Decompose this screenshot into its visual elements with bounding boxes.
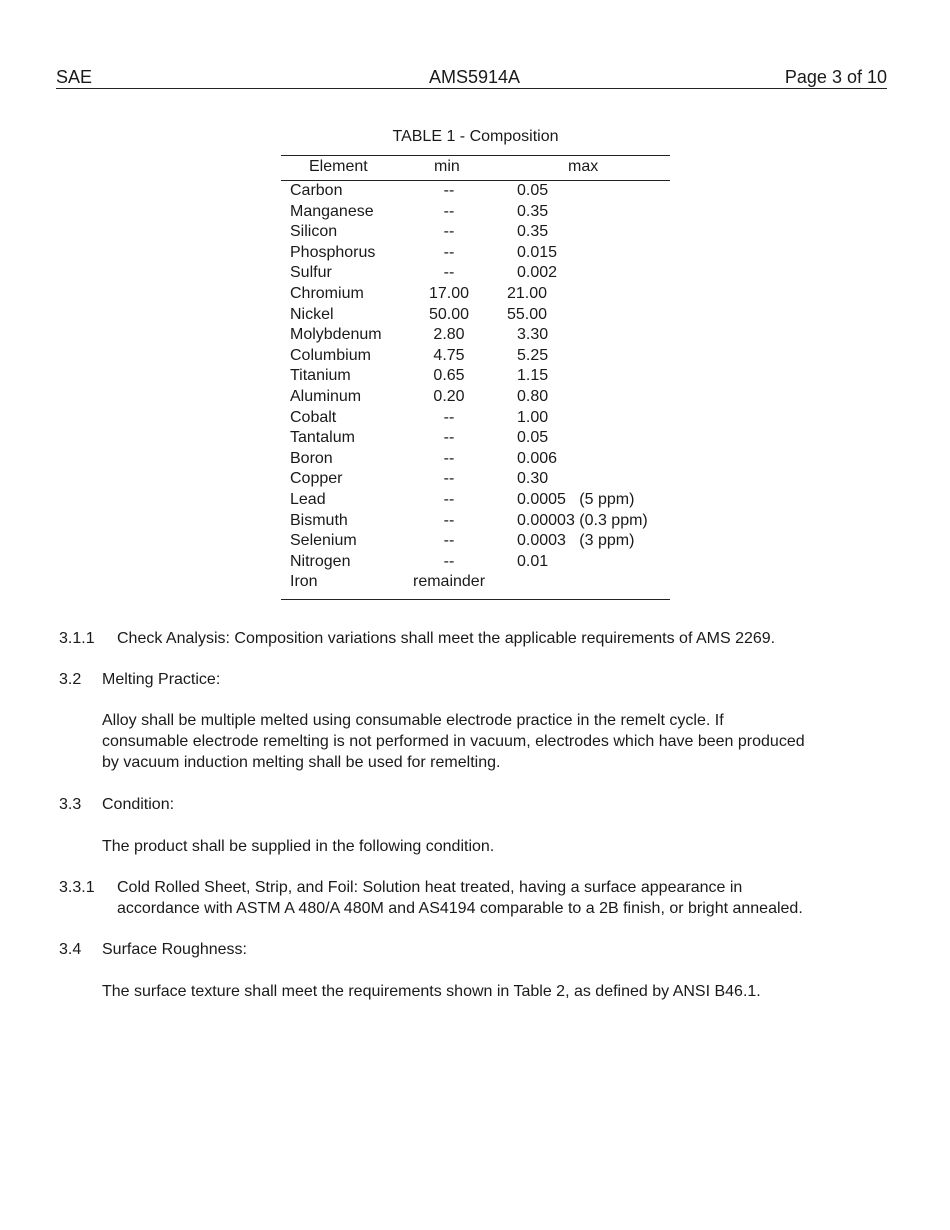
cell-max: 21.00 (507, 284, 548, 302)
cell-max: 3.30 (517, 326, 549, 344)
column-header-min: min (434, 158, 460, 175)
cell-max: 0.002 (517, 264, 558, 282)
page-header (56, 66, 887, 89)
section-3-2-title: Melting Practice: (102, 671, 221, 688)
cell-min: 50.00 (428, 305, 470, 323)
cell-element: Bismuth (290, 511, 348, 529)
cell-element: Iron (290, 573, 318, 591)
table-row (281, 263, 670, 284)
cell-max: 0.35 (517, 223, 549, 241)
cell-min: -- (443, 408, 455, 426)
cell-element: Cobalt (290, 408, 337, 426)
section-3-2-body-line: by vacuum induction melting shall be used for remelting. (102, 754, 501, 771)
section-3-3-1-number: 3.3.1 (59, 879, 95, 896)
column-header-max: max (568, 158, 599, 175)
cell-min: 0.20 (433, 387, 465, 405)
header-document-number: AMS5914A (429, 67, 521, 87)
table-row (281, 243, 670, 264)
table-row (281, 531, 670, 552)
table-row (281, 428, 670, 449)
cell-min: -- (443, 532, 455, 550)
table-row (281, 408, 670, 429)
table-row (281, 511, 670, 532)
section-3-2-body-line: Alloy shall be multiple melted using consumable electrode practice in the remelt cycle. If (102, 712, 724, 729)
cell-element: Molybdenum (290, 326, 382, 344)
cell-element: Phosphorus (290, 243, 376, 261)
cell-min: -- (443, 202, 455, 220)
section-3-4-title: Surface Roughness: (102, 941, 247, 958)
section-3-1-1-number: 3.1.1 (59, 630, 95, 647)
cell-max: 55.00 (507, 305, 548, 323)
cell-max: 0.0003 (3 ppm) (517, 532, 635, 550)
table-row (281, 346, 670, 367)
cell-min: -- (443, 552, 455, 570)
cell-min: -- (443, 264, 455, 282)
cell-max: 0.015 (517, 243, 558, 261)
header-page-number: Page 3 of 10 (784, 67, 887, 87)
cell-min: 17.00 (428, 284, 470, 302)
table-row (281, 284, 670, 305)
cell-min: -- (443, 223, 455, 241)
cell-element: Copper (290, 470, 343, 488)
table-row (281, 325, 670, 346)
table-row (281, 305, 670, 326)
cell-element: Tantalum (290, 429, 355, 447)
table-caption: TABLE 1 - Composition (392, 128, 559, 145)
section-3-3-1-line: accordance with ASTM A 480/A 480M and AS4194 comparable to a 2B finish, or bright annealed. (117, 900, 803, 917)
cell-element: Nickel (290, 305, 334, 323)
cell-element: Silicon (290, 223, 338, 241)
table-row (281, 366, 670, 387)
section-3-1-1-text: Check Analysis: Composition variations shall meet the applicable requirements of AMS 2269. (117, 630, 776, 647)
cell-min: 0.65 (433, 367, 465, 385)
cell-min: -- (443, 511, 455, 529)
section-3-3-title: Condition: (102, 796, 175, 813)
cell-max: 0.80 (517, 387, 549, 405)
cell-max: 0.01 (517, 552, 549, 570)
cell-max: 1.00 (517, 408, 549, 426)
cell-element: Columbium (290, 346, 371, 364)
cell-min: -- (443, 470, 455, 488)
cell-max: 0.05 (517, 429, 549, 447)
cell-max: 0.0005 (5 ppm) (517, 490, 635, 508)
cell-element: Titanium (290, 367, 351, 385)
cell-element: Lead (290, 490, 326, 508)
cell-max: 0.35 (517, 202, 549, 220)
cell-element: Aluminum (290, 387, 362, 405)
cell-element: Nitrogen (290, 552, 351, 570)
cell-element: Carbon (290, 182, 343, 199)
cell-min: -- (443, 182, 455, 199)
cell-max: 0.00003 (0.3 ppm) (517, 511, 648, 529)
cell-min: 2.80 (433, 326, 465, 344)
cell-min: -- (443, 490, 455, 508)
cell-min: -- (443, 429, 455, 447)
table-row (281, 202, 670, 223)
table-row (281, 222, 670, 243)
table-row (281, 181, 670, 202)
section-3-3-body: The product shall be supplied in the following condition. (102, 838, 495, 855)
cell-max: 5.25 (517, 346, 549, 364)
section-3-4-body: The surface texture shall meet the requirements shown in Table 2, as defined by ANSI B46.1. (102, 983, 761, 1000)
section-3-2-body-line: consumable electrode remelting is not performed in vacuum, electrodes which have been produced (102, 733, 805, 750)
table-row (281, 469, 670, 490)
table-row (281, 387, 670, 408)
header-organization: SAE (56, 67, 93, 87)
column-header-element: Element (309, 158, 368, 175)
section-3-2-number: 3.2 (59, 671, 82, 688)
cell-min: -- (443, 449, 455, 467)
section-3-3-number: 3.3 (59, 796, 82, 813)
table-row (281, 449, 670, 470)
cell-max: 1.15 (517, 367, 549, 385)
cell-element: Selenium (290, 532, 357, 550)
table-body (281, 181, 670, 599)
table-header-row (281, 156, 670, 181)
table-row (281, 490, 670, 511)
cell-max: 0.006 (517, 449, 558, 467)
cell-min: remainder (412, 573, 486, 591)
table-row (281, 572, 670, 593)
cell-min: 4.75 (433, 346, 465, 364)
section-3-3-1-line: Cold Rolled Sheet, Strip, and Foil: Solution heat treated, having a surface appearance in (117, 879, 743, 896)
cell-element: Boron (290, 449, 333, 467)
cell-max: 0.30 (517, 470, 549, 488)
cell-min: -- (443, 243, 455, 261)
section-3-4-number: 3.4 (59, 941, 82, 958)
cell-max: 0.05 (517, 182, 549, 199)
cell-element: Manganese (290, 202, 374, 220)
composition-table (281, 155, 670, 600)
table-row (281, 552, 670, 573)
cell-element: Chromium (290, 284, 364, 302)
cell-element: Sulfur (290, 264, 332, 282)
